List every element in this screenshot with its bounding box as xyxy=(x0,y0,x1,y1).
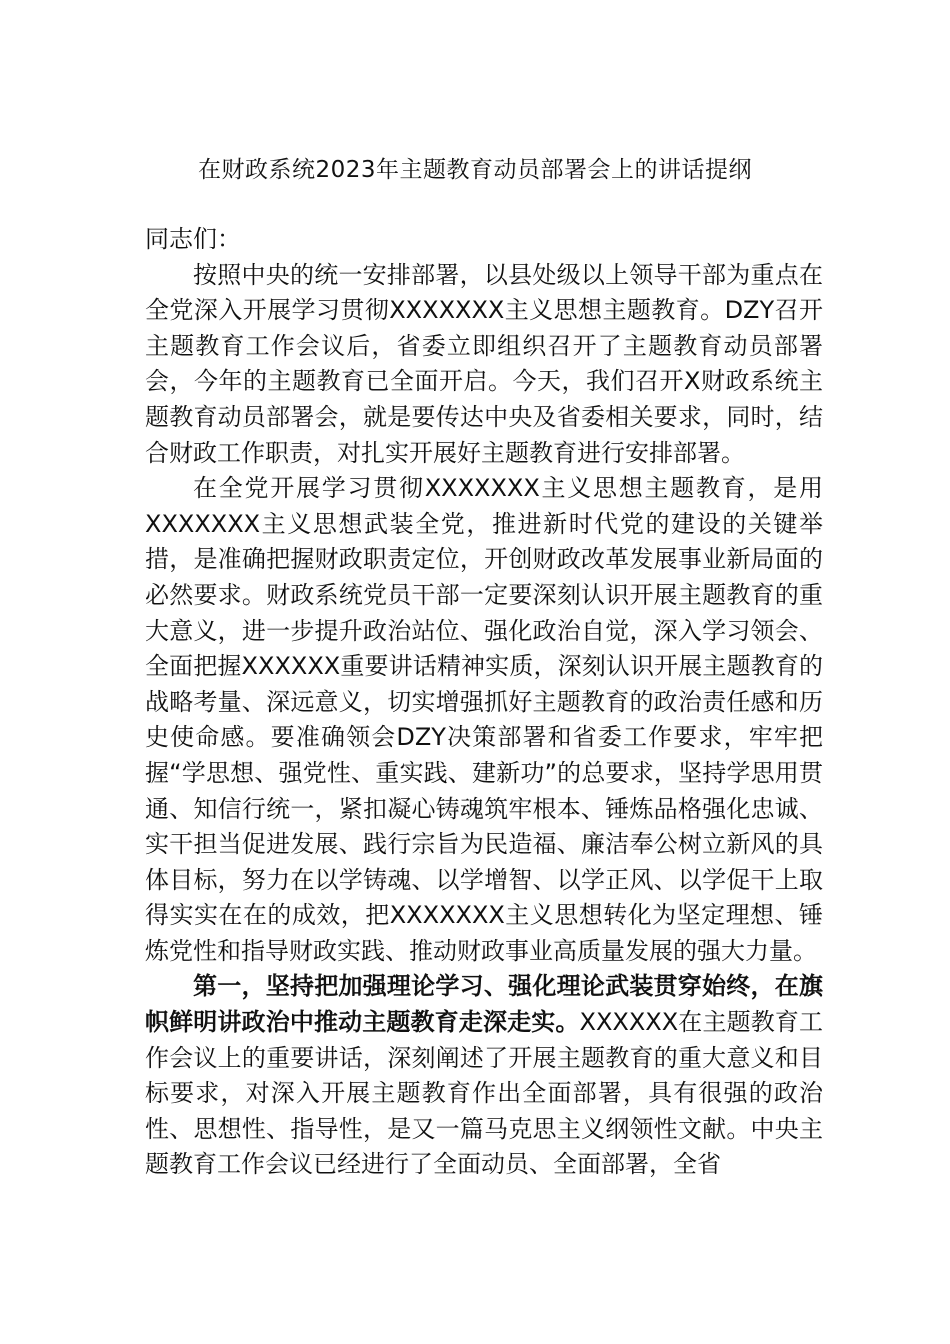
document-body xyxy=(145,222,823,1183)
paragraph-3 xyxy=(145,969,823,1183)
paragraph-3-heading: 第一，坚持把加强理论学习、强化理论武装贯穿始终，在旗帜鲜明讲政治中推动主题教育走深走实。 xyxy=(145,972,823,1037)
salutation: 同志们： xyxy=(145,225,241,253)
paragraph-1: 按照中央的统一安排部署，以县处级以上领导干部为重点在全党深入开展学习贯彻XXXXXXX主义思想主题教育。DZY召开主题教育工作会议后，省委立即组织召开了主题教育动员部署会，今年的主题教育已全面开启。今天，我们召开X财政系统主题教育动员部署会，就是要传达中央及省委相关要求，同时，结合财政工作职责，对扎实开展好主题教育进行安排部署。 xyxy=(145,260,823,467)
paragraph-2: 在全党开展学习贯彻XXXXXXX主义思想主题教育，是用XXXXXXX主义思想武装全党，推进新时代党的建设的关键举措，是准确把握财政职责定位，开创财政改革发展事业新局面的必然要求。财政系统党员干部一定要深刻认识开展主题教育的重大意义，进一步提升政治站位、强化政治自觉，深入学习领会、全面把握XXXXXX重要讲话精神实质，深刻认识开展主题教育的战略考量、深远意义，切实增强抓好主题教育的政治责任感和历史使命感。要准确领会DZY决策部署和省委工作要求，牢牢把握“学思想、强党性、重实践、建新功”的总要求，坚持学思用贯通、知信行统一，紧扣凝心铸魂筑牢根本、锤炼品格强化忠诚、实干担当促进发展、践行宗旨为民造福、廉洁奉公树立新风的具体目标，努力在以学铸魂、以学增智、以学正风、以学促干上取得实实在在的成效，把XXXXXXX主义思想转化为坚定理想、锤炼党性和指导财政实践、推动财政事业高质量发展的强大力量。 xyxy=(145,474,823,965)
paragraph-3-body: XXXXXX在主题教育工作会议上的重要讲话，深刻阐述了开展主题教育的重大意义和目标要求，对深入开展主题教育作出全面部署，具有很强的政治性、思想性、指导性，是又一篇马克思主义纲领性文献。中央主题教育工作会议已经进行了全面动员、全面部署，全省 xyxy=(145,1008,823,1179)
document-title: 在财政系统2023年主题教育动员部署会上的讲话提纲 xyxy=(197,157,753,183)
